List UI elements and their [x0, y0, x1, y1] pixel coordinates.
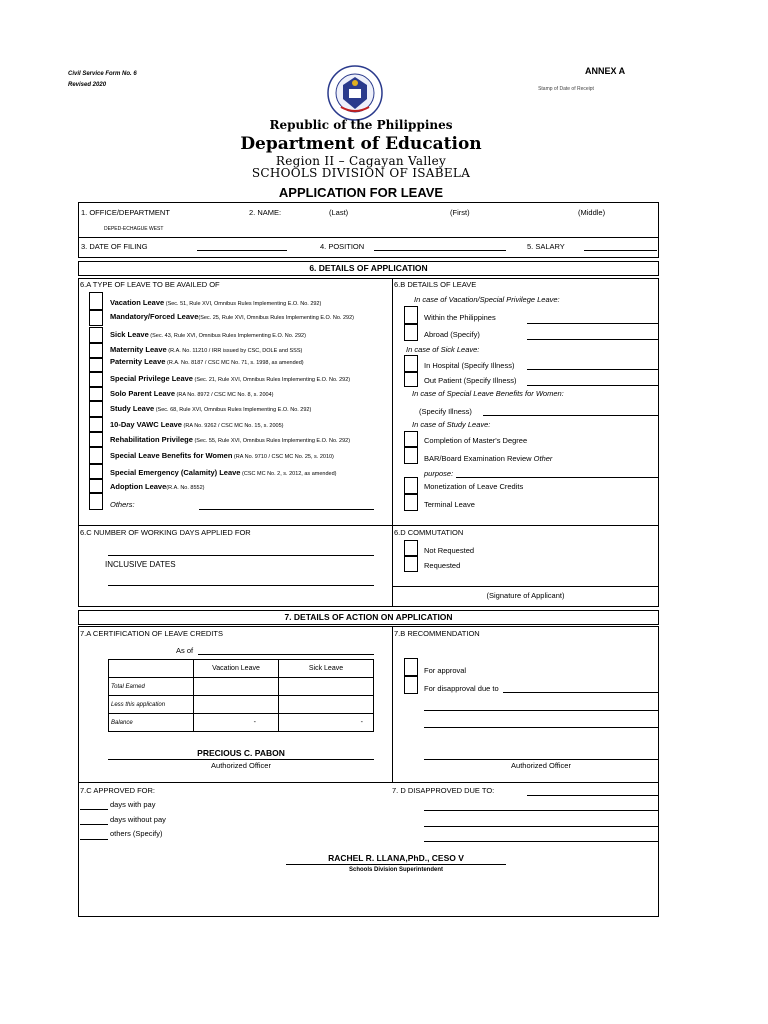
- requested-label: Requested: [424, 561, 461, 570]
- checkbox-abroad[interactable]: [404, 324, 418, 341]
- leave-item-mandatory: Mandatory/Forced Leave(Sec. 25, Rule XVI, Omnibus Rules Implementing E.O. No. 292): [110, 312, 354, 321]
- specify-illness-label: (Specify Illness): [419, 407, 472, 416]
- within-ph-field[interactable]: [527, 323, 658, 324]
- b-women-heading: In case of Special Leave Benefits for Women:: [412, 389, 564, 398]
- checkbox-leave[interactable]: [89, 401, 103, 417]
- days-with-pay-label: days with pay: [110, 800, 156, 809]
- applicant-signature-label: (Signature of Applicant): [486, 591, 565, 600]
- checkbox-out-patient[interactable]: [404, 372, 418, 387]
- row-total-earned: Total Earned: [109, 678, 194, 696]
- out-patient-field[interactable]: [527, 385, 658, 386]
- date-filing-field[interactable]: [197, 250, 287, 251]
- leave-item-study: Study Leave (Sec. 68, Rule XVI, Omnibus Rules Implementing E.O. No. 292): [110, 404, 312, 413]
- section-7b-title: 7.B RECOMMENDATION: [394, 629, 480, 638]
- disapproval-field[interactable]: [503, 692, 658, 693]
- cell-input[interactable]: [194, 678, 279, 696]
- in-hospital-label: In Hospital (Specify Illness): [424, 361, 515, 370]
- as-of-label: As of: [176, 646, 194, 655]
- section-6d-title: 6.D COMMUTATION: [394, 528, 464, 537]
- b-vacation-heading: In case of Vacation/Special Privilege Leave:: [414, 295, 560, 304]
- division-text: SCHOOLS DIVISION OF ISABELA: [251, 166, 471, 180]
- region-text: Region II – Cagayan Valley: [275, 154, 447, 168]
- checkbox-leave[interactable]: [89, 387, 103, 401]
- others-specify-field[interactable]: [80, 839, 108, 840]
- checkbox-leave[interactable]: [89, 447, 103, 464]
- within-ph-label: Within the Philippines: [424, 313, 496, 322]
- stamp-label: Stamp of Date of Receipt: [538, 86, 594, 92]
- not-requested-label: Not Requested: [424, 546, 475, 555]
- cell-input[interactable]: [194, 696, 279, 714]
- sds-title: Schools Division Superintendent: [348, 867, 443, 873]
- inclusive-dates-field[interactable]: [108, 585, 374, 586]
- leave-item-rehabilitation: Rehabilitation Privilege (Sec. 55, Rule XVI, Omnibus Rules Implementing E.O. No. 292): [110, 435, 351, 444]
- checkbox-leave[interactable]: [89, 464, 103, 479]
- others-field[interactable]: [199, 509, 374, 510]
- checkbox-within-ph[interactable]: [404, 306, 418, 324]
- days-without-pay-field[interactable]: [80, 824, 108, 825]
- annex-label: ANNEX A: [585, 66, 626, 76]
- purpose-field[interactable]: [456, 477, 658, 478]
- checkbox-in-hospital[interactable]: [404, 355, 418, 372]
- out-patient-label: Out Patient (Specify Illness): [424, 376, 517, 385]
- terminal-label: Terminal Leave: [424, 500, 475, 509]
- checkbox-bar-review[interactable]: [404, 447, 418, 464]
- deped-seal-icon: [327, 65, 383, 121]
- leave-item-vacation: Vacation Leave (Sec. 51, Rule XVI, Omnibus Rules Implementing E.O. No. 292): [110, 298, 322, 307]
- checkbox-leave[interactable]: [89, 432, 103, 447]
- name-label: 2. NAME:: [249, 208, 282, 217]
- leave-item-others: Others:: [110, 500, 135, 509]
- section-6c-title: 6.C NUMBER OF WORKING DAYS APPLIED FOR: [80, 528, 251, 537]
- disapproved-field[interactable]: [527, 795, 658, 796]
- section-7d-title: 7. D DISAPPROVED DUE TO:: [392, 786, 495, 795]
- checkbox-leave[interactable]: [89, 310, 103, 326]
- col-vacation: Vacation Leave: [194, 660, 279, 678]
- disapproved-field[interactable]: [424, 810, 658, 811]
- bar-review-label: BAR/Board Examination Review Other: [424, 454, 553, 463]
- name-first[interactable]: (First): [450, 208, 470, 217]
- leave-item-special-privilege: Special Privilege Leave (Sec. 21, Rule XVI, Omnibus Rules Implementing E.O. No. 292): [110, 374, 351, 383]
- section-6b-title: 6.B DETAILS OF LEAVE: [394, 280, 477, 289]
- days-without-pay-label: days without pay: [110, 815, 166, 824]
- checkbox-for-disapproval[interactable]: [404, 676, 418, 694]
- officer-name: PRECIOUS C. PABON: [197, 748, 285, 758]
- disapproved-field[interactable]: [424, 841, 658, 842]
- checkbox-leave[interactable]: [89, 343, 103, 358]
- in-hospital-field[interactable]: [527, 369, 658, 370]
- row-less-application: Less this application: [109, 696, 194, 714]
- leave-item-women: Special Leave Benefits for Women (RA No. 9710 / CSC MC No. 25, s. 2010): [110, 451, 334, 460]
- sds-name: RACHEL R. LLANA,PhD., CESO V: [328, 853, 464, 863]
- checkbox-leave[interactable]: [89, 292, 103, 310]
- position-label: 4. POSITION: [320, 242, 365, 251]
- salary-label: 5. SALARY: [527, 242, 565, 251]
- deped-seal: [327, 65, 383, 121]
- b-sick-heading: In case of Sick Leave:: [406, 345, 480, 354]
- leave-credits-table: [108, 659, 374, 732]
- checkbox-leave[interactable]: [89, 417, 103, 432]
- checkbox-for-approval[interactable]: [404, 658, 418, 676]
- col-sick: Sick Leave: [279, 660, 374, 678]
- checkbox-requested[interactable]: [404, 556, 418, 572]
- leave-item-solo-parent: Solo Parent Leave (RA No. 8972 / CSC MC No. 8, s. 2004): [110, 389, 274, 398]
- name-middle[interactable]: (Middle): [578, 208, 606, 217]
- disapproval-field[interactable]: [424, 727, 658, 728]
- monetization-label: Monetization of Leave Credits: [424, 482, 524, 491]
- checkbox-not-requested[interactable]: [404, 540, 418, 556]
- section-6-title: 6. DETAILS OF APPLICATION: [78, 261, 659, 276]
- working-days-field[interactable]: [108, 555, 374, 556]
- for-disapproval-label: For disapproval due to: [424, 684, 499, 693]
- row-balance: Balance: [109, 714, 194, 732]
- leave-item-vawc: 10-Day VAWC Leave (RA No. 9262 / CSC MC No. 15, s. 2005): [110, 420, 284, 429]
- section-7a-title: 7.A CERTIFICATION OF LEAVE CREDITS: [80, 629, 223, 638]
- masters-label: Completion of Master's Degree: [424, 436, 528, 445]
- section-6a-title: 6.A TYPE OF LEAVE TO BE AVAILED OF: [80, 280, 220, 289]
- leave-item-sick: Sick Leave (Sec. 43, Rule XVI, Omnibus Rules Implementing E.O. No. 292): [110, 330, 306, 339]
- checkbox-leave[interactable]: [89, 372, 103, 387]
- purpose-label: purpose:: [424, 469, 454, 478]
- inclusive-dates-label: INCLUSIVE DATES: [105, 560, 176, 569]
- name-last[interactable]: (Last): [329, 208, 349, 217]
- office-label: 1. OFFICE/DEPARTMENT: [81, 208, 170, 217]
- specify-illness-field[interactable]: [483, 415, 658, 416]
- leave-item-maternity: Maternity Leave (R.A. No. 11210 / IRR issued by CSC, DOLE and SSS): [110, 345, 303, 354]
- leave-item-calamity: Special Emergency (Calamity) Leave (CSC MC No. 2, s. 2012, as amended): [110, 468, 337, 477]
- leave-item-adoption: Adoption Leave(R.A. No. 8552): [110, 482, 205, 491]
- checkbox-terminal[interactable]: [404, 494, 418, 511]
- days-with-pay-field[interactable]: [80, 809, 108, 810]
- revised-date: Revised 2020: [68, 82, 107, 88]
- for-approval-label: For approval: [424, 666, 467, 675]
- balance-sick[interactable]: -: [279, 714, 374, 732]
- department-text: Department of Education: [240, 134, 482, 154]
- cell-input[interactable]: [279, 696, 374, 714]
- checkbox-monetization[interactable]: [404, 477, 418, 494]
- date-filing-label: 3. DATE OF FILING: [81, 242, 148, 251]
- form-title: APPLICATION FOR LEAVE: [278, 185, 444, 200]
- b-study-heading: In case of Study Leave:: [412, 420, 491, 429]
- position-field[interactable]: [374, 250, 506, 251]
- form-number: Civil Service Form No. 6: [68, 71, 137, 77]
- cell-input[interactable]: [279, 678, 374, 696]
- disapproval-field[interactable]: [424, 710, 658, 711]
- checkbox-leave[interactable]: [89, 479, 103, 493]
- checkbox-leave[interactable]: [89, 358, 103, 372]
- abroad-field[interactable]: [527, 339, 658, 340]
- others-specify-label: others (Specify): [110, 829, 163, 838]
- checkbox-leave[interactable]: [89, 327, 103, 343]
- leave-item-paternity: Paternity Leave (R.A. No. 8187 / CSC MC No. 71, s. 1998, as amended): [110, 357, 304, 366]
- officer-title: Authorized Officer: [211, 761, 271, 770]
- balance-vacation[interactable]: -: [194, 714, 279, 732]
- checkbox-masters[interactable]: [404, 431, 418, 447]
- disapproved-field[interactable]: [424, 826, 658, 827]
- section-7-title: 7. DETAILS OF ACTION ON APPLICATION: [78, 610, 659, 625]
- republic-text: Republic of the Philippines: [269, 118, 453, 132]
- as-of-field[interactable]: [198, 654, 374, 655]
- section-7c-title: 7.C APPROVED FOR:: [80, 786, 156, 795]
- checkbox-leave[interactable]: [89, 493, 103, 510]
- abroad-label: Abroad (Specify): [424, 330, 480, 339]
- office-value[interactable]: DEPED-ECHAGUE WEST: [104, 226, 164, 232]
- recommending-officer-title: Authorized Officer: [511, 761, 571, 770]
- salary-field[interactable]: [584, 250, 657, 251]
